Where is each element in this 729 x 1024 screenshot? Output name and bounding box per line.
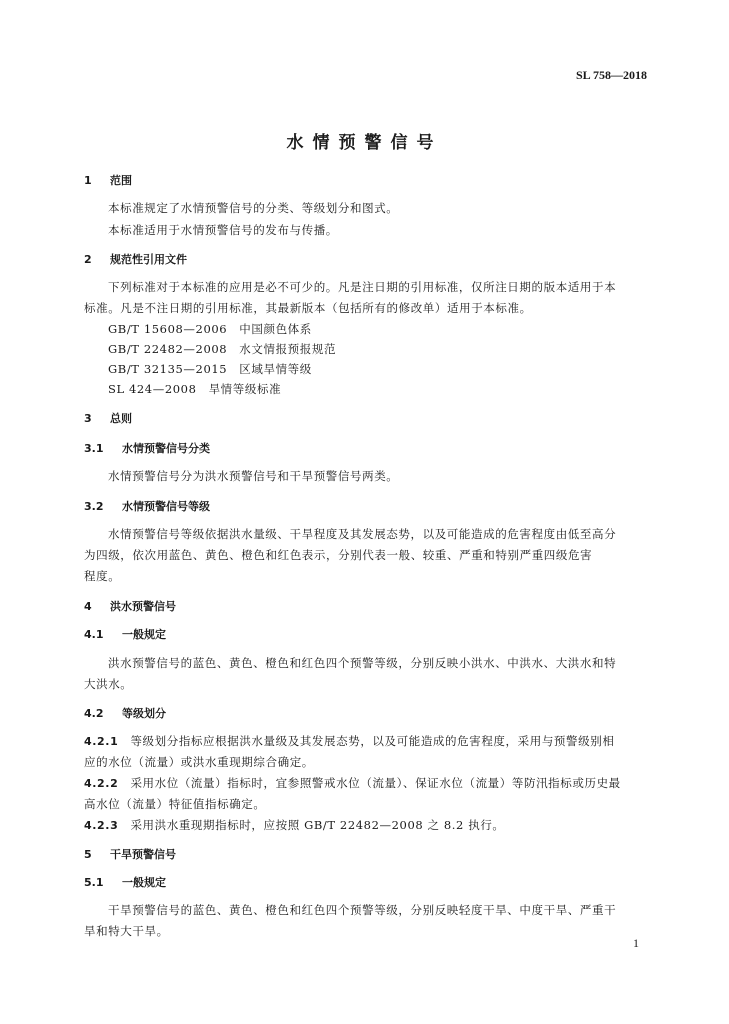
subsection-3-2-heading bbox=[84, 498, 210, 514]
section-5-heading bbox=[84, 846, 176, 862]
paragraph-line: 洪水预警信号的蓝色、黄色、橙色和红色四个预警等级，分别反映小洪水、中洪水、大洪水和特 bbox=[108, 656, 617, 670]
clause-text: 等级划分指标应根据洪水量级及其发展态势，以及可能造成的危害程度，采用与预警级别相 bbox=[130, 734, 615, 748]
paragraph-line: 为四级，依次用蓝色、黄色、橙色和红色表示，分别代表一般、较重、严重和特别严重四级危害 bbox=[84, 548, 593, 562]
paragraph-line: 水情预警信号等级依据洪水量级、干旱程度及其发展态势，以及可能造成的危害程度由低至高分 bbox=[108, 527, 617, 541]
reference-item: GB/T 22482—2008 水文情报预报规范 bbox=[108, 342, 337, 356]
paragraph-line: 下列标准对于本标准的应用是必不可少的。凡是注日期的引用标准，仅所注日期的版本适用于本 bbox=[108, 280, 617, 294]
paragraph-line: 程度。 bbox=[84, 569, 121, 583]
section-number: 4.1 bbox=[84, 628, 104, 641]
section-4-heading bbox=[84, 598, 176, 614]
section-title: 一般规定 bbox=[122, 876, 166, 889]
section-title: 水情预警信号等级 bbox=[122, 500, 210, 513]
section-number: 2 bbox=[84, 253, 92, 266]
section-2-heading bbox=[84, 251, 187, 267]
section-title: 总则 bbox=[110, 412, 132, 425]
reference-item: SL 424—2008 旱情等级标准 bbox=[108, 382, 282, 396]
section-title: 干旱预警信号 bbox=[110, 848, 176, 861]
section-title: 范围 bbox=[110, 174, 132, 187]
section-number: 1 bbox=[84, 174, 92, 187]
section-title: 规范性引用文件 bbox=[110, 253, 187, 266]
paragraph: 本标准规定了水情预警信号的分类、等级划分和图式。 bbox=[108, 201, 399, 215]
section-title: 等级划分 bbox=[122, 707, 166, 720]
subsection-4-1-heading bbox=[84, 626, 166, 642]
subsection-4-2-heading bbox=[84, 705, 166, 721]
section-number: 3.2 bbox=[84, 500, 104, 513]
clause-number: 4.2.1 bbox=[84, 735, 119, 748]
clause-4-2-1 bbox=[84, 733, 614, 749]
subsection-3-1-heading bbox=[84, 440, 210, 456]
clause-text: 采用洪水重现期指标时，应按照 GB/T 22482—2008 之 8.2 执行。 bbox=[130, 818, 505, 832]
section-number: 3 bbox=[84, 412, 92, 425]
paragraph: 本标准适用于水情预警信号的发布与传播。 bbox=[108, 223, 338, 237]
section-title: 一般规定 bbox=[122, 628, 166, 641]
paragraph-line: 应的水位（流量）或洪水重现期综合确定。 bbox=[84, 755, 314, 769]
reference-item: GB/T 15608—2006 中国颜色体系 bbox=[108, 322, 312, 336]
clause-number: 4.2.2 bbox=[84, 777, 119, 790]
section-number: 5 bbox=[84, 848, 92, 861]
reference-item: GB/T 32135—2015 区域旱情等级 bbox=[108, 362, 312, 376]
subsection-5-1-heading bbox=[84, 874, 166, 890]
standard-code: SL 758—2018 bbox=[575, 68, 647, 82]
section-number: 4.2 bbox=[84, 707, 104, 720]
paragraph-line: 标准。凡是不注日期的引用标准，其最新版本（包括所有的修改单）适用于本标准。 bbox=[84, 301, 532, 315]
clause-4-2-3 bbox=[84, 817, 505, 833]
section-number: 5.1 bbox=[84, 876, 104, 889]
page-number: 1 bbox=[633, 936, 639, 950]
paragraph-line: 大洪水。 bbox=[84, 677, 133, 691]
section-number: 3.1 bbox=[84, 442, 104, 455]
clause-4-2-2 bbox=[84, 775, 621, 791]
section-number: 4 bbox=[84, 600, 92, 613]
section-title: 洪水预警信号 bbox=[110, 600, 176, 613]
paragraph-line: 高水位（流量）特征值指标确定。 bbox=[84, 797, 266, 811]
section-title: 水情预警信号分类 bbox=[122, 442, 210, 455]
clause-number: 4.2.3 bbox=[84, 819, 119, 832]
section-3-heading bbox=[84, 410, 132, 426]
paragraph: 水情预警信号分为洪水预警信号和干旱预警信号两类。 bbox=[108, 469, 399, 483]
document-title: 水情预警信号 bbox=[286, 133, 443, 153]
section-1-heading bbox=[84, 172, 132, 188]
paragraph-line: 干旱预警信号的蓝色、黄色、橙色和红色四个预警等级，分别反映轻度干旱、中度干旱、严重干 bbox=[108, 903, 617, 917]
paragraph-line: 旱和特大干旱。 bbox=[84, 924, 169, 938]
clause-text: 采用水位（流量）指标时，宜参照警戒水位（流量）、保证水位（流量）等防汛指标或历史最 bbox=[130, 776, 621, 790]
